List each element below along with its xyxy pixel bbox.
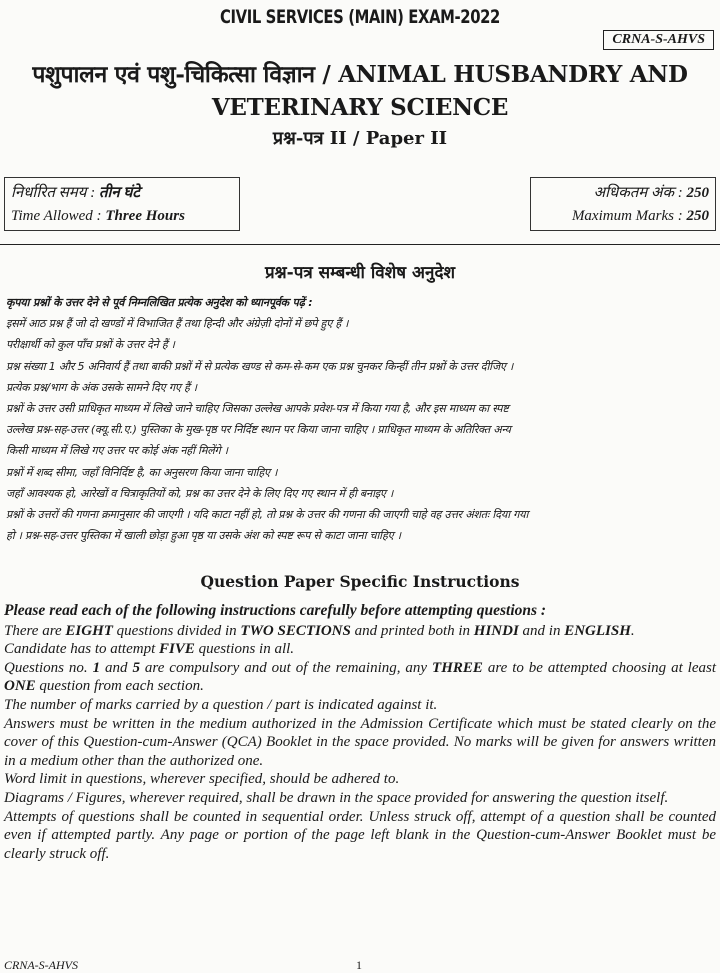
marks-english-value: 250 (686, 208, 709, 224)
time-english-value: Three Hours (105, 208, 185, 224)
instruction-question-count: There are EIGHT questions divided in TWO SECTIONS and printed both in HINDI and in ENGLISH. (4, 622, 635, 639)
hindi-instruction-line: प्रश्नों के उत्तरों की गणना क्रमानुसार की जाएगी । यदि काटा नहीं हो, तो प्रश्न के उत्तर की गणना की जाएगी चाहे वह उत्तर अंशतः दिया गया (6, 508, 529, 522)
marks-english-label: Maximum Marks : (571, 208, 687, 224)
hindi-instruction-line: परीक्षार्थी को कुल पाँच प्रश्नों के उत्तर देने हैं । (6, 338, 175, 352)
hindi-instruction-line: किसी माध्यम में लिखे गए उत्तर पर कोई अंक नहीं मिलेंगे । (6, 444, 228, 458)
instruction-marks: The number of marks carried by a question / part is indicated against it. (4, 696, 438, 713)
instruction-medium: Answers must be written in the medium authorized in the Admission Certificate which must be stated clearly on the cover of this Question-cum-Answer (QCA) Booklet in the space provided. No marks will be given for answers written in a medium other than the authorized one. (4, 715, 716, 769)
english-instructions-lead: Please read each of the following instructions carefully before attempting questions : (4, 602, 547, 619)
time-hindi-label: निर्धारित समय : (11, 185, 99, 201)
hindi-instruction-line: प्रश्नों के उत्तर उसी प्राधिकृत माध्यम में लिखे जाने चाहिए जिसका उल्लेख आपके प्रवेश-पत्र में किया गया है, और इस माध्यम का स्पष्ट (6, 402, 509, 416)
instruction-diagrams: Diagrams / Figures, wherever required, shall be drawn in the space provided for answering the question itself. (4, 789, 669, 806)
instruction-attempt-count: Candidate has to attempt FIVE questions in all. (4, 641, 295, 658)
hindi-instruction-line: प्रश्न संख्या 1 और 5 अनिवार्य हैं तथा बाकी प्रश्नों में से प्रत्येक खण्ड से कम-से-कम एक प्रश्न चुनकर किन्हीं तीन प्रश्नों के उत्तर दीजिए । (6, 359, 514, 373)
footer-page-number: 1 (356, 958, 362, 972)
hindi-instruction-line: इसमें आठ प्रश्न हैं जो दो खण्डों में विभाजित हैं तथा हिन्दी और अंग्रेज़ी दोनों में छपे हुए हैं । (6, 317, 349, 331)
hindi-instruction-line: जहाँ आवश्यक हो, आरेखों व चित्राकृतियों को, प्रश्न का उत्तर देने के लिए दिए गए स्थान में ही बनाइए । (6, 486, 394, 500)
hindi-instruction-line: उल्लेख प्रश्न-सह-उत्तर (क्यू.सी.ए.) पुस्तिका के मुख-पृष्ठ पर निर्दिष्ट स्थान पर किया जाना चाहिए । प्राधिकृत माध्यम के अतिरिक्त अन्य (6, 423, 511, 437)
marks-hindi (537, 182, 709, 205)
time-allowed-box (4, 177, 240, 231)
subject-title (0, 58, 720, 124)
hindi-instruction-line: प्रत्येक प्रश्न/भाग के अंक उसके सामने दिए गए हैं । (6, 380, 197, 394)
subject-title-line-1: पशुपालन एवं पशु-चिकित्सा विज्ञान / ANIMAL HUSBANDRY AND (32, 61, 688, 88)
paper-code-box: CRNA-S-AHVS (603, 30, 714, 50)
exam-banner: CIVIL SERVICES (MAIN) EXAM-2022 (220, 6, 500, 28)
time-english-label: Time Allowed : (11, 208, 106, 224)
time-english (11, 205, 233, 228)
marks-hindi-label: अधिकतम अंक : (593, 185, 687, 201)
paper-label: प्रश्न-पत्र II / Paper II (272, 128, 448, 149)
hindi-instructions (6, 292, 716, 546)
time-hindi (11, 182, 233, 205)
hindi-instructions-heading: प्रश्न-पत्र सम्बन्धी विशेष अनुदेश (264, 263, 456, 283)
hindi-instruction-line: हो । प्रश्न-सह-उत्तर पुस्तिका में खाली छोड़ा हुआ पृष्ठ या उसके अंश को स्पष्ट रूप से काटा जाना चाहिए । (6, 529, 401, 543)
maximum-marks-box (530, 177, 716, 231)
english-instructions (4, 602, 716, 863)
instruction-compulsory: Questions no. 1 and 5 are compulsory and out of the remaining, any THREE are to be attempted choosing at least ONE question from each section. (4, 659, 717, 695)
horizontal-divider (0, 244, 720, 245)
subject-title-line-2: VETERINARY SCIENCE (211, 94, 509, 121)
hindi-instruction-line: प्रश्नों में शब्द सीमा, जहाँ विनिर्दिष्ट है, का अनुसरण किया जाना चाहिए । (6, 465, 278, 479)
footer-paper-code: CRNA-S-AHVS (4, 958, 78, 972)
hindi-instructions-lead: कृपया प्रश्नों के उत्तर देने से पूर्व निम्नलिखित प्रत्येक अनुदेश को ध्यानपूर्वक पढ़ें : (6, 296, 313, 309)
english-instructions-heading: Question Paper Specific Instructions (200, 572, 520, 591)
marks-hindi-value: 250 (686, 185, 709, 201)
instruction-word-limit: Word limit in questions, wherever specified, should be adhered to. (4, 771, 400, 788)
time-hindi-value: तीन घंटे (98, 185, 140, 201)
marks-english (537, 205, 709, 228)
instruction-sequential: Attempts of questions shall be counted in sequential order. Unless struck off, attempt of a question shall be counted even if attempted partly. Any page or portion of the page left blank in the Question-cum-Answer Booklet must be clearly struck off. (4, 808, 716, 862)
